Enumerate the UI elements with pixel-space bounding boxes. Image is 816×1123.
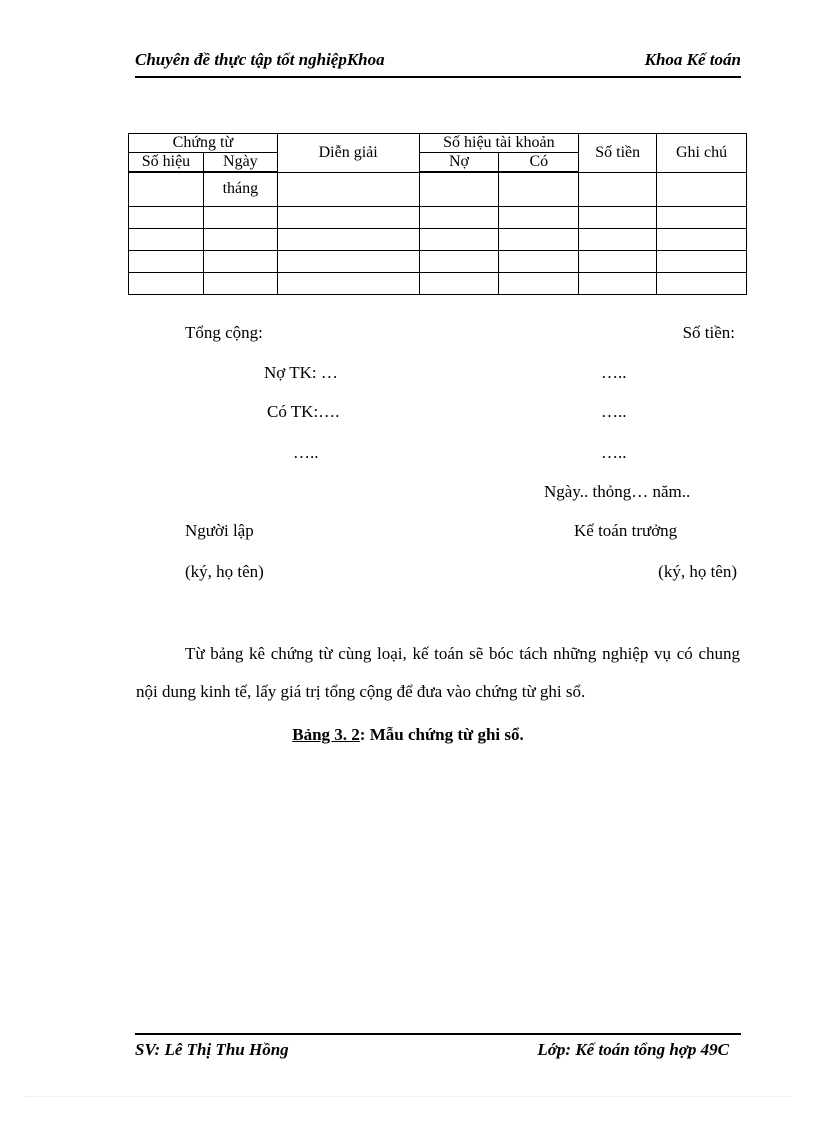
header-left-text: Chuyên đề thực tập tốt nghiệpKhoa	[135, 50, 385, 69]
more-accounts: …..	[293, 443, 319, 462]
col-co: Có	[499, 153, 579, 173]
page-footer	[135, 1033, 741, 1067]
page-header	[135, 48, 741, 78]
table-caption	[0, 725, 816, 745]
footer-left-text: SV: Lê Thị Thu Hồng	[135, 1040, 289, 1059]
debit-amount: …..	[601, 363, 627, 382]
col-ghi-chu: Ghi chú	[657, 134, 747, 173]
credit-account-label: Có TK:….	[267, 402, 340, 421]
total-label: Tổng cộng:	[185, 323, 263, 342]
debit-account-label: Nợ TK: …	[264, 363, 338, 382]
chief-accountant-label: Kế toán trưởng	[574, 521, 678, 540]
preparer-label: Người lập	[185, 521, 254, 540]
preparer-signature: (ký, họ tên)	[185, 562, 264, 581]
caption-label: Bảng 3. 2	[292, 725, 360, 744]
col-dien-giai: Diễn giải	[277, 134, 419, 173]
caption-text: : Mẫu chứng từ ghi sổ.	[359, 725, 524, 744]
col-ngay: Ngày	[203, 153, 277, 173]
col-ngay-continuation: tháng	[203, 172, 277, 206]
table-row	[129, 172, 747, 206]
col-no: Nợ	[419, 153, 499, 173]
credit-amount: …..	[601, 402, 627, 421]
col-group-tai-khoan: Số hiệu tài khoản	[419, 134, 579, 153]
voucher-template-table	[128, 133, 747, 295]
col-so-hieu: Số hiệu	[129, 153, 204, 173]
table-row	[129, 272, 747, 294]
amount-label: Số tiền:	[682, 323, 735, 342]
table-row	[129, 206, 747, 228]
table-row	[129, 250, 747, 272]
col-group-chung-tu: Chứng từ	[129, 134, 278, 153]
page-bottom-divider	[24, 1096, 792, 1097]
body-paragraph: Từ bảng kê chứng từ cùng loại, kế toán sẽ bóc tách những nghiệp vụ có chung nội dung kinh tế, lấy giá trị tổng cộng để đưa vào chứng từ ghi sổ.	[136, 644, 740, 701]
footer-right-text: Lớp: Kế toán tổng hợp 49C	[537, 1040, 729, 1059]
chief-accountant-signature: (ký, họ tên)	[658, 562, 737, 581]
col-so-tien: Số tiền	[579, 134, 657, 173]
header-right-text: Khoa Kế toán	[644, 50, 741, 69]
date-line: Ngày.. thỏng… năm..	[544, 482, 691, 501]
table-row	[129, 228, 747, 250]
more-amounts: …..	[601, 443, 627, 462]
